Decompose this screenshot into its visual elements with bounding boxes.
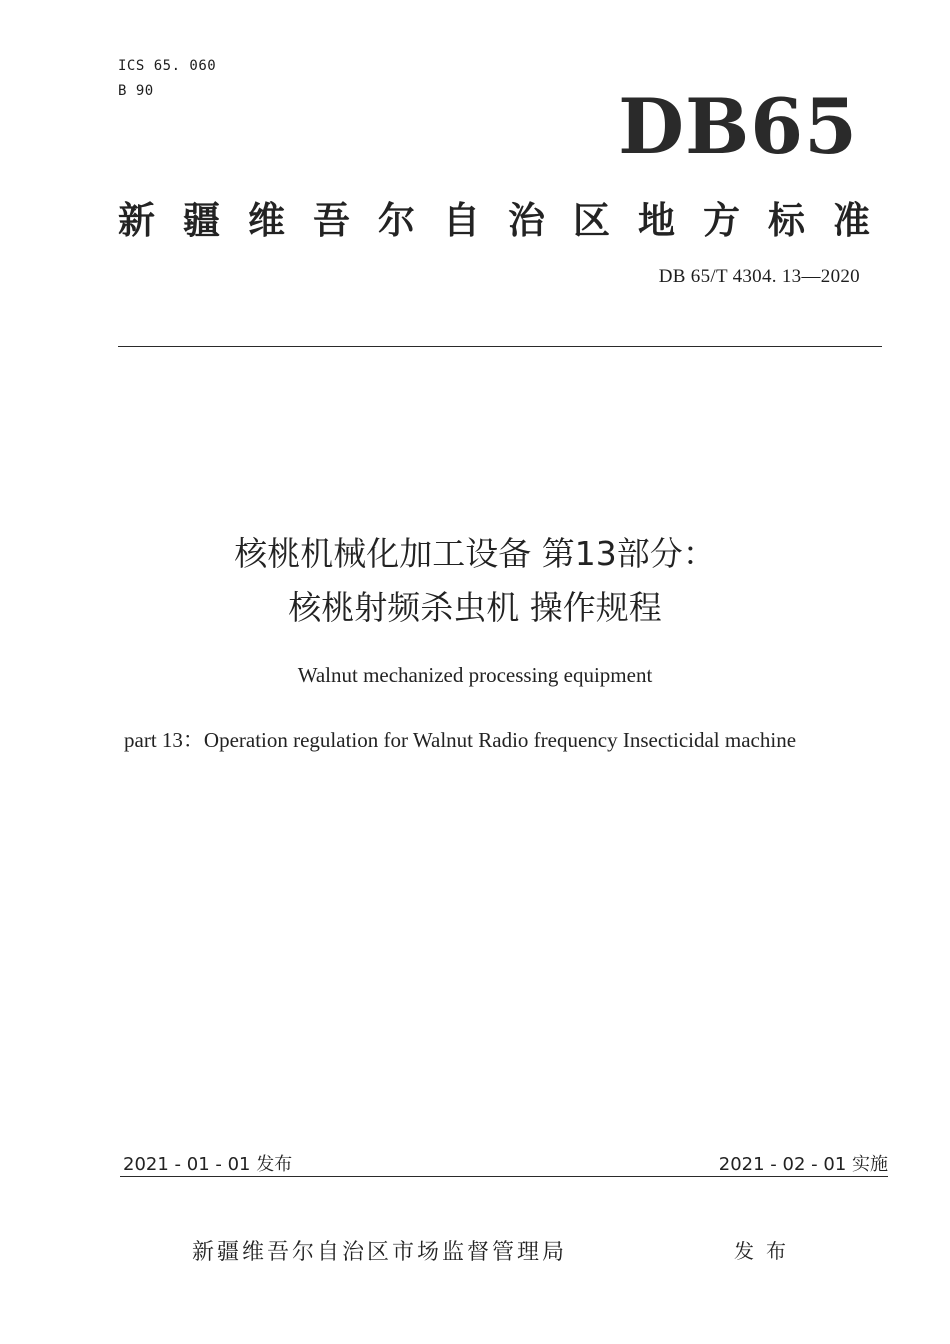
bottom-divider	[120, 1176, 888, 1177]
title-chinese-line-1: 核桃机械化加工设备 第13部分：	[234, 534, 716, 573]
standard-type: 新疆维吾尔自治区地方标准	[118, 199, 898, 242]
title-english-line-2: part 13：Operation regulation for Walnut Radio frequency Insecticidal machine	[124, 728, 797, 752]
issue-date: 2021 - 01 - 01 发布	[123, 1154, 293, 1175]
ics-code: ICS 65. 060	[118, 58, 217, 74]
top-divider	[118, 346, 882, 347]
publish-label: 发布	[734, 1239, 798, 1263]
standard-number: DB 65/T 4304. 13—2020	[658, 266, 860, 287]
ccs-code: B 90	[118, 83, 154, 99]
issuing-authority: 新疆维吾尔自治区市场监督管理局	[192, 1240, 568, 1265]
title-english-line-1: Walnut mechanized processing equipment	[297, 663, 653, 687]
implementation-date: 2021 - 02 - 01 实施	[718, 1154, 888, 1175]
title-chinese-line-2: 核桃射频杀虫机 操作规程	[288, 588, 662, 627]
standard-logo: DB65	[618, 82, 858, 171]
